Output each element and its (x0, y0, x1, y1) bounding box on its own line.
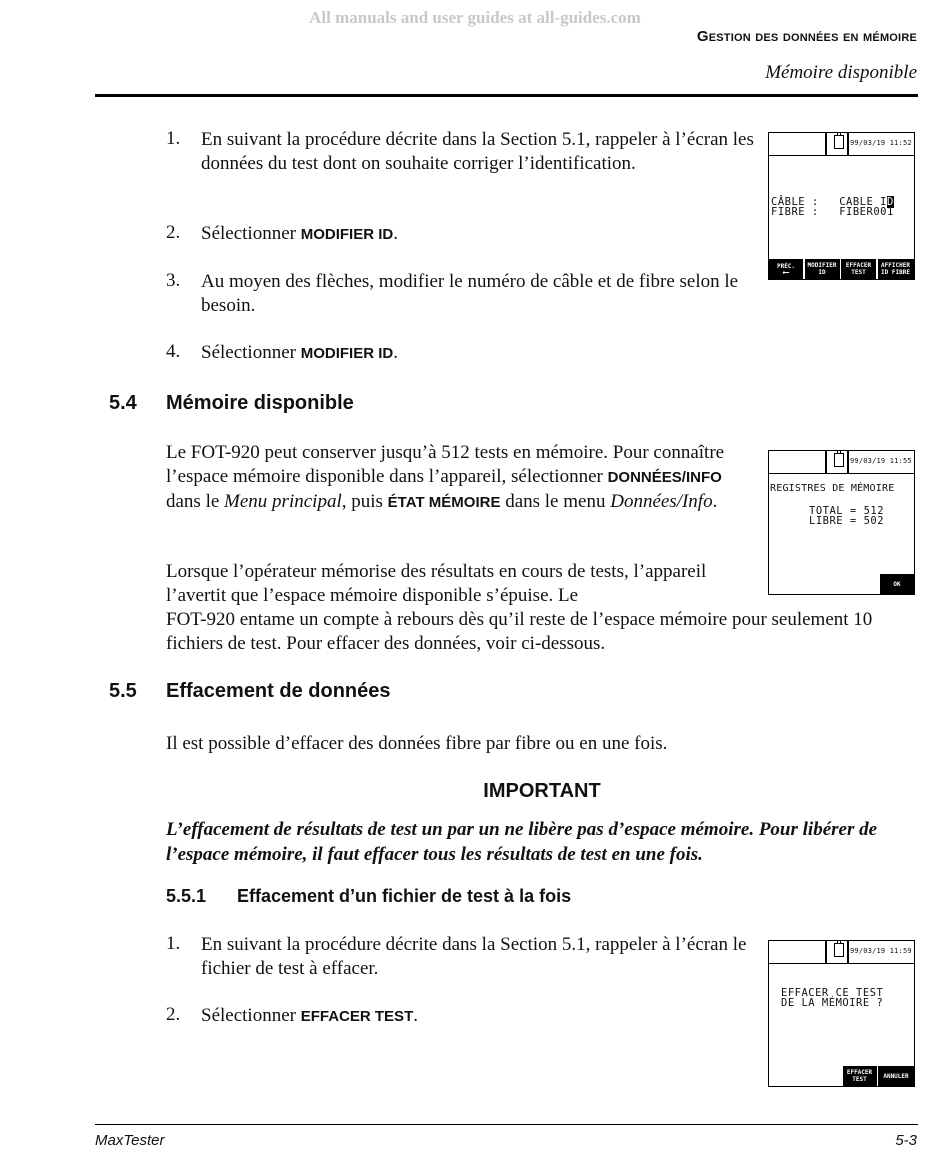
softkey-bar (880, 574, 914, 594)
step-text: Au moyen des flèches, modifier le numéro de câble et de fibre selon le besoin. (201, 271, 739, 316)
datetime: 99/03/19 11:55 (850, 457, 912, 465)
softkey-bar (769, 259, 914, 279)
subsection-number: 5.5.1 (166, 886, 207, 906)
datetime: 99/03/19 11:52 (850, 139, 912, 147)
section-number: 5.5 (109, 680, 137, 702)
cable-line: CÂBLE : CABLE ID (771, 196, 894, 208)
datetime: 99/03/19 11:59 (850, 947, 912, 955)
softkey-cancel[interactable]: ANNULER (878, 1066, 914, 1086)
menu-name: Menu principal (224, 491, 342, 512)
confirm-line-2: DE LA MÉMOIRE ? (781, 997, 884, 1009)
fiber-line: FIBRE : FIBER001 (771, 206, 894, 218)
header-rule (95, 94, 918, 97)
section-number: 5.4 (109, 392, 137, 414)
keyword: DONNÉES/INFO (607, 469, 722, 486)
important-text: L’effacement de résultats de test un par un ne libère pas d’espace mémoire. Pour libérer de l’espace mémoire, il faut effacer tous les résultats de test en une fois. (166, 819, 878, 865)
device-screen-memory (768, 450, 915, 595)
status-bar (769, 941, 914, 964)
subsection-title: Effacement d’un fichier de test à la fois (237, 886, 572, 906)
important-heading: IMPORTANT (483, 780, 601, 802)
delete-intro: Il est possible d’effacer des données fibre par fibre ou en une fois. (166, 733, 668, 754)
step-number: 1. (166, 128, 181, 149)
device-screen-edit-id (768, 132, 915, 280)
menu-name: Données/Info (610, 491, 713, 512)
warning-paragraph-b: FOT-920 entame un compte à rebours dès qu’il reste de l’espace mémoire pour seulement 10 fichiers de test. Pour effacer des données, voir ci-dessous. (166, 609, 873, 654)
device-screen-delete (768, 940, 915, 1087)
step-number: 2. (166, 1004, 181, 1025)
footer-rule (95, 1124, 918, 1125)
status-bar (769, 451, 914, 474)
keyword: ÉTAT MÉMOIRE (387, 494, 501, 511)
softkey-ok[interactable]: OK (880, 574, 914, 594)
step-text: En suivant la procédure décrite dans la Section 5.1, rappeler à l’écran les données du test dont on souhaite corriger l’identification. (201, 129, 754, 174)
footer-product: MaxTester (95, 1132, 165, 1149)
step-text: Sélectionner EFFACER TEST. (201, 1005, 418, 1026)
keyword: EFFACER TEST (300, 1008, 414, 1025)
text-cursor: D (886, 196, 894, 208)
step-text: Sélectionner MODIFIER ID. (201, 223, 398, 244)
memory-free: LIBRE = 502 (809, 515, 885, 527)
softkey-prev[interactable]: PRÉC. ⟵ (769, 259, 803, 279)
status-bar (769, 133, 914, 156)
step-number: 2. (166, 222, 181, 243)
chapter-title: Gestion des données en mémoire (696, 28, 917, 45)
warning-paragraph-a: Lorsque l’opérateur mémorise des résultats en cours de tests, l’appareil l’avertit que l’espace mémoire disponible s’épuise. Le (166, 561, 707, 606)
softkey-delete-test[interactable]: EFFACER TEST (841, 259, 876, 279)
watermark: All manuals and user guides at all-guides.com (309, 8, 641, 27)
keyword: MODIFIER ID (300, 226, 394, 243)
step-text: En suivant la procédure décrite dans la Section 5.1, rappeler à l’écran le fichier de test à effacer. (201, 934, 747, 979)
memory-total: TOTAL = 512 (809, 505, 885, 517)
section-title: Effacement de données (166, 680, 391, 702)
memory-heading: REGISTRES DE MÉMOIRE (770, 483, 895, 494)
page-number: 5-3 (895, 1132, 917, 1149)
battery-icon (834, 453, 844, 467)
softkey-modify-id[interactable]: MODIFIER ID (805, 259, 840, 279)
softkey-show-fiber-id[interactable]: AFFICHER ID FIBRE (878, 259, 914, 279)
step-number: 3. (166, 270, 181, 291)
keyword: MODIFIER ID (300, 345, 394, 362)
section-title: Mémoire disponible (166, 392, 354, 414)
step-text: Sélectionner MODIFIER ID. (201, 342, 398, 363)
memory-paragraph: Le FOT-920 peut conserver jusqu’à 512 tests en mémoire. Pour connaître l’espace mémoire disponible dans l’appareil, sélectionner DONNÉES/INFO dans le Menu principal, puis ÉTAT MÉMOIRE dans le menu Données/Info. (166, 442, 725, 512)
battery-icon (834, 943, 844, 957)
step-number: 1. (166, 933, 181, 954)
softkey-delete-test[interactable]: EFFACER TEST (843, 1066, 877, 1086)
softkey-bar (843, 1066, 915, 1086)
step-number: 4. (166, 341, 181, 362)
battery-icon (834, 135, 844, 149)
confirm-line-1: EFFACER CE TEST (781, 987, 884, 999)
section-subtitle: Mémoire disponible (765, 62, 917, 83)
arrow-left-icon: ⟵ (783, 267, 789, 278)
